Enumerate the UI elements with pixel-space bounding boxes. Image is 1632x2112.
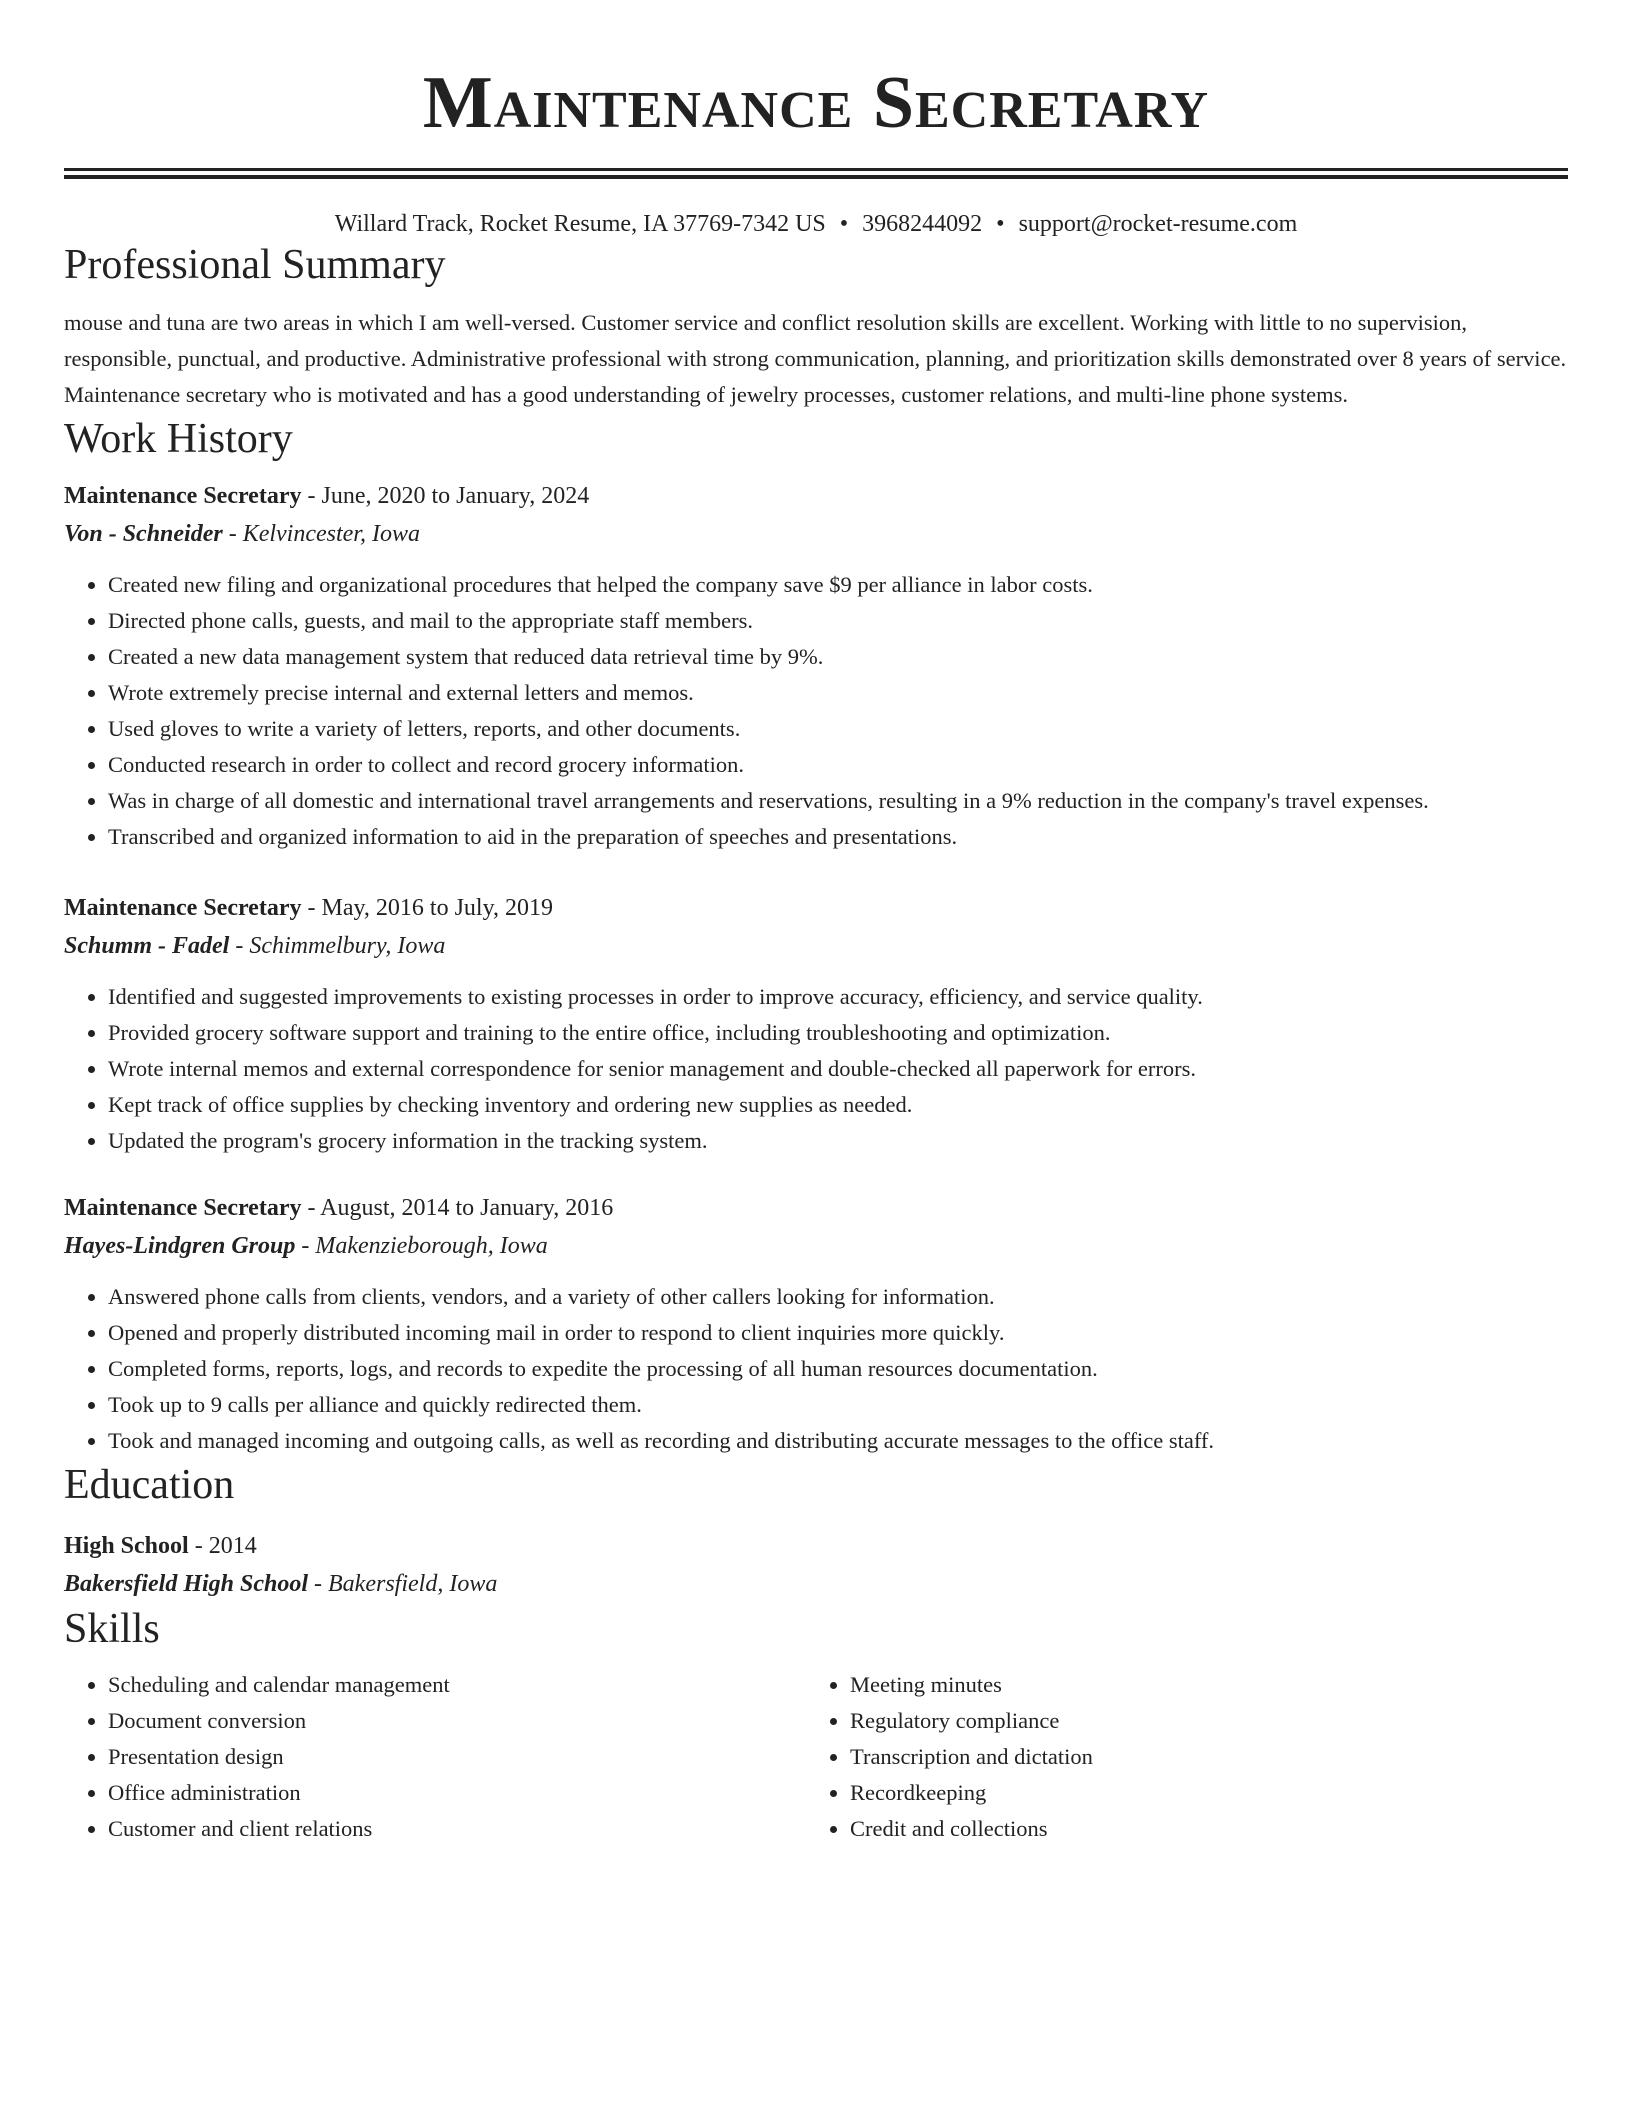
job-title: Maintenance Secretary — [64, 895, 302, 921]
job-company: Von - Schneider — [64, 521, 223, 547]
job-bullets — [64, 1279, 1568, 1459]
job-dates: - August, 2014 to January, 2016 — [301, 1195, 614, 1221]
list-item: • Wrote internal memos and external correspondence for senior management and double-checked all paperwork for errors. — [108, 1051, 1568, 1087]
job-location: - Makenzieborough, Iowa — [295, 1233, 548, 1259]
job-entry — [64, 1189, 1568, 1459]
list-item: • Transcribed and organized information to aid in the preparation of speeches and presentations. — [108, 819, 1568, 855]
skill-item: • Customer and client relations — [108, 1811, 806, 1847]
job-dates: - June, 2020 to January, 2024 — [301, 483, 590, 509]
skill-item: • Presentation design — [108, 1739, 806, 1775]
list-item: • Created new filing and organizational procedures that helped the company save $9 per alliance in labor costs. — [108, 567, 1568, 603]
education-heading: Education — [64, 1462, 235, 1508]
list-item: • Conducted research in order to collect and record grocery information. — [108, 747, 1568, 783]
job-company-line — [64, 515, 1568, 553]
skill-item: • Office administration — [108, 1775, 806, 1811]
list-item: • Took and managed incoming and outgoing calls, as well as recording and distributing accurate messages to the office staff. — [108, 1423, 1568, 1459]
contact-separator: • — [839, 211, 849, 237]
list-item: • Used gloves to write a variety of letters, reports, and other documents. — [108, 711, 1568, 747]
list-item: • Opened and properly distributed incoming mail in order to respond to client inquiries more quickly. — [108, 1315, 1568, 1351]
education-year: - 2014 — [188, 1533, 257, 1559]
list-item: • Answered phone calls from clients, vendors, and a variety of other callers looking for information. — [108, 1279, 1568, 1315]
job-company-line — [64, 927, 1568, 965]
list-item: • Completed forms, reports, logs, and records to expedite the processing of all human resources documentation. — [108, 1351, 1568, 1387]
education-degree: High School — [64, 1533, 189, 1559]
skill-item: • Credit and collections — [850, 1811, 1548, 1847]
job-title-line — [64, 1189, 1568, 1227]
summary-heading: Professional Summary — [64, 242, 446, 288]
list-item: • Directed phone calls, guests, and mail to the appropriate staff members. — [108, 603, 1568, 639]
job-entry — [64, 477, 1568, 855]
education-location: - Bakersfield, Iowa — [308, 1571, 498, 1597]
title-divider — [64, 168, 1568, 179]
list-item: • Took up to 9 calls per alliance and quickly redirected them. — [108, 1387, 1568, 1423]
job-title-line — [64, 889, 1568, 927]
skill-item: • Transcription and dictation — [850, 1739, 1548, 1775]
list-item: • Wrote extremely precise internal and external letters and memos. — [108, 675, 1568, 711]
job-company: Schumm - Fadel — [64, 933, 230, 959]
skill-item: • Regulatory compliance — [850, 1703, 1548, 1739]
summary-text: mouse and tuna are two areas in which I am well-versed. Customer service and conflict resolution skills are excellent. Working with little to no supervision, responsible, punctual, and productive. Administrative professional with strong communication, planning, and prioritization skills demonstrated over 8 years of service. Maintenance secretary who is motivated and has a good understanding of jewelry processes, customer relations, and multi-line phone systems. — [64, 310, 1567, 407]
list-item: • Updated the program's grocery information in the tracking system. — [108, 1123, 1568, 1159]
contact-separator: • — [996, 211, 1005, 237]
skill-item: • Document conversion — [108, 1703, 806, 1739]
education-school: Bakersfield High School — [64, 1571, 309, 1597]
contact-address: Willard Track, Rocket Resume, IA 37769-7342 US — [334, 211, 826, 237]
skills-list — [64, 1667, 1568, 1847]
contact-email: support@rocket-resume.com — [1018, 211, 1298, 237]
list-item: • Kept track of office supplies by checking inventory and ordering new supplies as needed. — [108, 1087, 1568, 1123]
list-item: • Was in charge of all domestic and international travel arrangements and reservations, resulting in a 9% reduction in the company's travel expenses. — [108, 783, 1568, 819]
list-item: • Provided grocery software support and training to the entire office, including troubleshooting and optimization. — [108, 1015, 1568, 1051]
education-school-line — [64, 1565, 1568, 1603]
job-company: Hayes-Lindgren Group — [64, 1233, 296, 1259]
resume-title: Maintenance Secretary — [422, 62, 1210, 144]
job-dates: - May, 2016 to July, 2019 — [301, 895, 554, 921]
skills-heading: Skills — [64, 1606, 160, 1652]
contact-phone: 3968244092 — [862, 211, 983, 237]
job-title-line — [64, 477, 1568, 515]
list-item: • Identified and suggested improvements to existing processes in order to improve accuracy, efficiency, and service quality. — [108, 979, 1568, 1015]
job-location: - Schimmelbury, Iowa — [229, 933, 446, 959]
job-location: - Kelvincester, Iowa — [222, 521, 420, 547]
skill-item: • Scheduling and calendar management — [108, 1667, 806, 1703]
job-title: Maintenance Secretary — [64, 483, 302, 509]
work-history-heading: Work History — [64, 416, 293, 462]
skills-column-left — [64, 1667, 806, 1847]
job-title: Maintenance Secretary — [64, 1195, 302, 1221]
education-degree-line — [64, 1527, 1568, 1565]
skills-column-right — [806, 1667, 1548, 1847]
job-bullets — [64, 979, 1568, 1159]
skill-item: • Meeting minutes — [850, 1667, 1548, 1703]
education-entry — [64, 1527, 1568, 1603]
list-item: • Created a new data management system that reduced data retrieval time by 9%. — [108, 639, 1568, 675]
skill-item: • Recordkeeping — [850, 1775, 1548, 1811]
contact-line — [64, 209, 1568, 239]
job-bullets — [64, 567, 1568, 855]
job-company-line — [64, 1227, 1568, 1265]
job-entry — [64, 889, 1568, 1159]
